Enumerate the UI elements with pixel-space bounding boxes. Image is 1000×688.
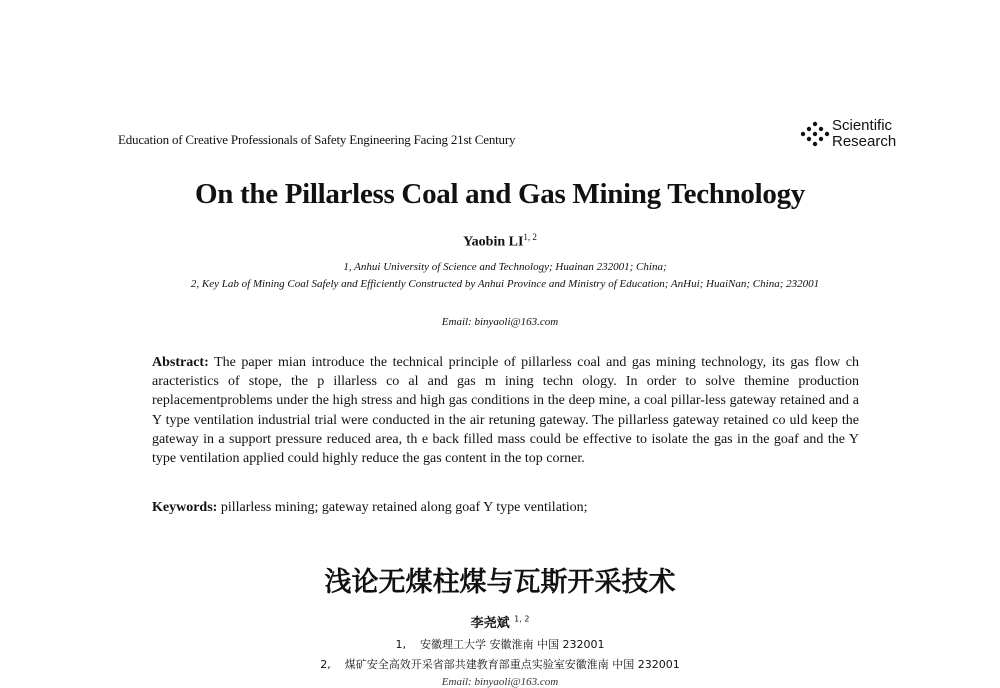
chinese-author-superscript: 1, 2 (514, 614, 530, 624)
chinese-title: 浅论无煤柱煤与瓦斯开采技术 (324, 567, 676, 598)
affiliation-2: 2, Key Lab of Mining Coal Safely and Efficiently Constructed by Anhui Province and Ministry of Education; AnHui; HuaiNan; China; 232001 (190, 278, 820, 290)
author-name (0, 232, 1000, 251)
author-email: Email: binyaoli@163.com (441, 316, 559, 328)
chinese-affiliation-1 (0, 636, 1000, 652)
keywords-text: pillarless mining; gateway retained along goaf Y type ventilation; (220, 500, 588, 515)
chinese-author-text: 李尧斌 (470, 616, 510, 631)
conference-header: Education of Creative Professionals of Safety Engineering Facing 21st Century (118, 132, 516, 147)
abstract-label: Abstract: (152, 355, 209, 370)
logo-text (832, 118, 896, 150)
author-superscript: 1, 2 (523, 232, 537, 242)
abstract-text: The paper mian introduce the technical principle of pillarless coal and gas mining technology, its gas flow ch aracteristics of stope, the p illarless co al and gas m ining techn ology. In order to solve themine production replacementproblems under the high stress and high gas conditions in the deep mine, a coal pillar-less gateway retained and a Y type ventilation industrial trial were conducted in the air retuning gateway. The pillarless gateway retained co uld keep the gateway in a support pressure reduced area, th e back filled mass could be effective to isolate the gas in the goaf and the Y type ventilation applied could highly reduce the gas content in the top corner. (152, 355, 859, 467)
abstract (152, 353, 859, 468)
chinese-affiliation-2-text: 煤矿安全高效开采省部共建教育部重点实验室安徽淮南 中国 232001 (344, 658, 680, 671)
paper-title: On the Pillarless Coal and Gas Mining Technology (194, 178, 805, 210)
chinese-affiliation-1-number: 1, (395, 638, 406, 651)
chinese-affiliation-2-number: 2, (320, 658, 331, 671)
chinese-affiliation-1-text: 安徽理工大学 安徽淮南 中国 232001 (420, 638, 605, 651)
logo-line-1: Scientific (832, 117, 893, 134)
chinese-author (0, 612, 1000, 631)
logo-line-2: Research (832, 133, 897, 150)
chinese-email: Email: binyaoli@163.com (441, 676, 559, 688)
logo-dots-icon (800, 120, 830, 150)
chinese-affiliation-2 (0, 656, 1000, 672)
affiliation-1: 1, Anhui University of Science and Technology; Huainan 232001; China; (343, 261, 667, 273)
keywords (152, 500, 859, 516)
author-name-text: Yaobin LI (463, 234, 524, 250)
keywords-label: Keywords: (152, 500, 218, 515)
publisher-logo (800, 118, 900, 154)
